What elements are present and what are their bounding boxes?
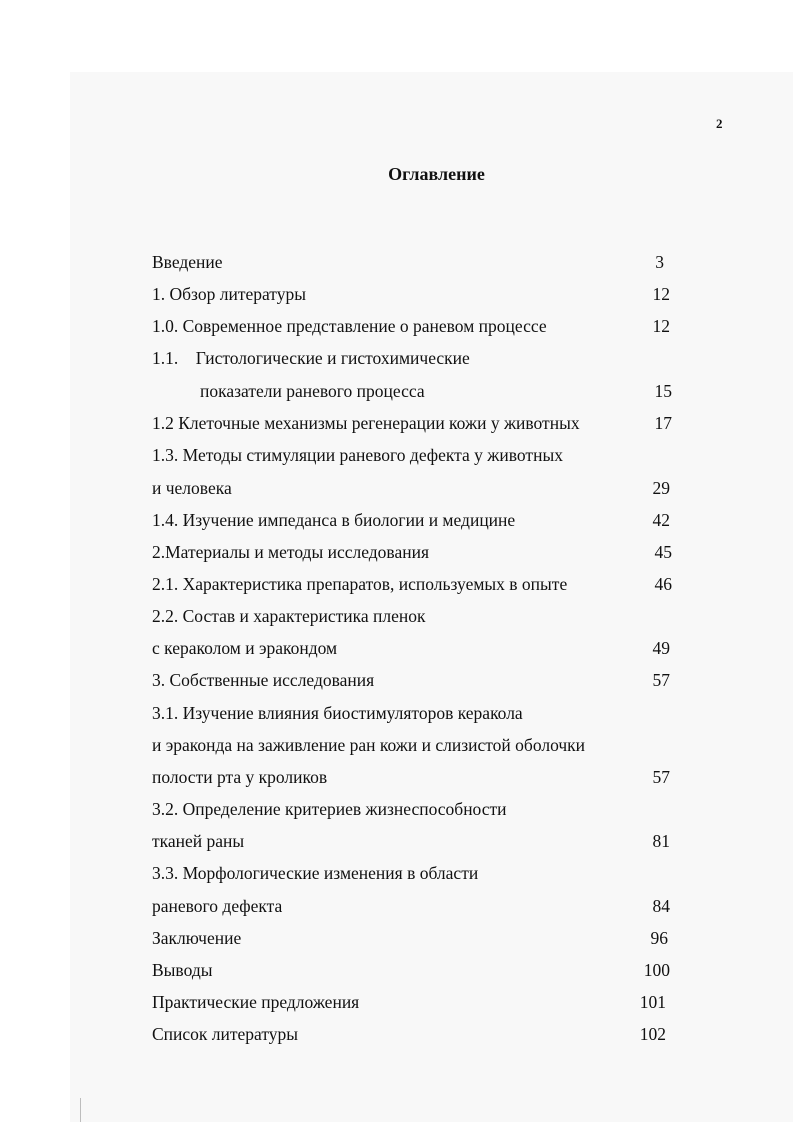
toc-entry-text: и человека — [152, 478, 232, 498]
toc-entry-page: 81 — [652, 831, 670, 851]
toc-entry-page: 12 — [652, 284, 670, 304]
toc-entry-page: 96 — [650, 928, 668, 948]
toc-entry-text: 2.2. Состав и характеристика пленок — [152, 606, 426, 626]
toc-entry-text: с кераколом и эракондом — [152, 638, 338, 658]
toc-entry-text: 3. Собственные исследования — [152, 670, 375, 690]
toc-entry-page: 102 — [639, 1024, 666, 1044]
toc-entry-text: 2.Материалы и методы исследования — [152, 542, 430, 562]
toc-entry-page: 45 — [654, 542, 672, 562]
toc-entry-text: и эраконда на заживление ран кожи и слизистой оболочки — [152, 735, 586, 755]
toc-entry-text: 2.1. Характеристика препаратов, используемых в опыте — [152, 574, 568, 594]
toc-entry-text: Заключение — [152, 928, 242, 948]
toc-entry-page: 17 — [654, 413, 672, 433]
toc-entry-page: 100 — [643, 960, 670, 980]
toc-entry-page: 57 — [652, 670, 670, 690]
toc-entry-page: 29 — [652, 478, 670, 498]
toc-entry-text: 1. Обзор литературы — [152, 284, 306, 304]
page-number: 2 — [716, 116, 723, 131]
toc-entry-text: 1.1. Гистологические и гистохимические — [152, 348, 470, 368]
toc-entry-text: 3.1. Изучение влияния биостимуляторов керакола — [152, 703, 523, 723]
toc-entry-page: 12 — [652, 316, 670, 336]
toc-entry-text: 1.0. Современное представление о раневом процессе — [152, 316, 547, 336]
toc-entry-text: Введение — [152, 252, 223, 272]
toc-entry-text: 1.4. Изучение импеданса в биологии и медицине — [152, 510, 516, 530]
toc-entry-text: Практические предложения — [152, 992, 360, 1012]
toc-entry-text: тканей раны — [152, 831, 245, 851]
toc-entry-page: 101 — [639, 992, 666, 1012]
toc-entry-page: 15 — [654, 381, 672, 401]
toc-entry-text: полости рта у кроликов — [152, 767, 328, 787]
toc-entry-text: 3.2. Определение критериев жизнеспособности — [152, 799, 507, 819]
toc-entry-page: 49 — [652, 638, 670, 658]
scan-artifact-line — [80, 1098, 81, 1122]
toc-entry-page: 3 — [655, 252, 664, 272]
toc-entry-text: показатели раневого процесса — [200, 381, 425, 401]
toc-entry-text: 1.2 Клеточные механизмы регенерации кожи у животных — [152, 413, 580, 433]
toc-entry-text: Выводы — [152, 960, 213, 980]
toc-entry-text: 3.3. Морфологические изменения в области — [152, 863, 479, 883]
toc-entry-page: 84 — [652, 896, 670, 916]
toc-entry-text: Список литературы — [152, 1024, 299, 1044]
toc-entry-text: 1.3. Методы стимуляции раневого дефекта у животных — [152, 445, 563, 465]
toc-entry-page: 42 — [652, 510, 670, 530]
toc-entry-page: 46 — [654, 574, 672, 594]
toc-entry-text: раневого дефекта — [152, 896, 283, 916]
toc-entry-page: 57 — [652, 767, 670, 787]
page-title: Оглавление — [388, 164, 485, 184]
